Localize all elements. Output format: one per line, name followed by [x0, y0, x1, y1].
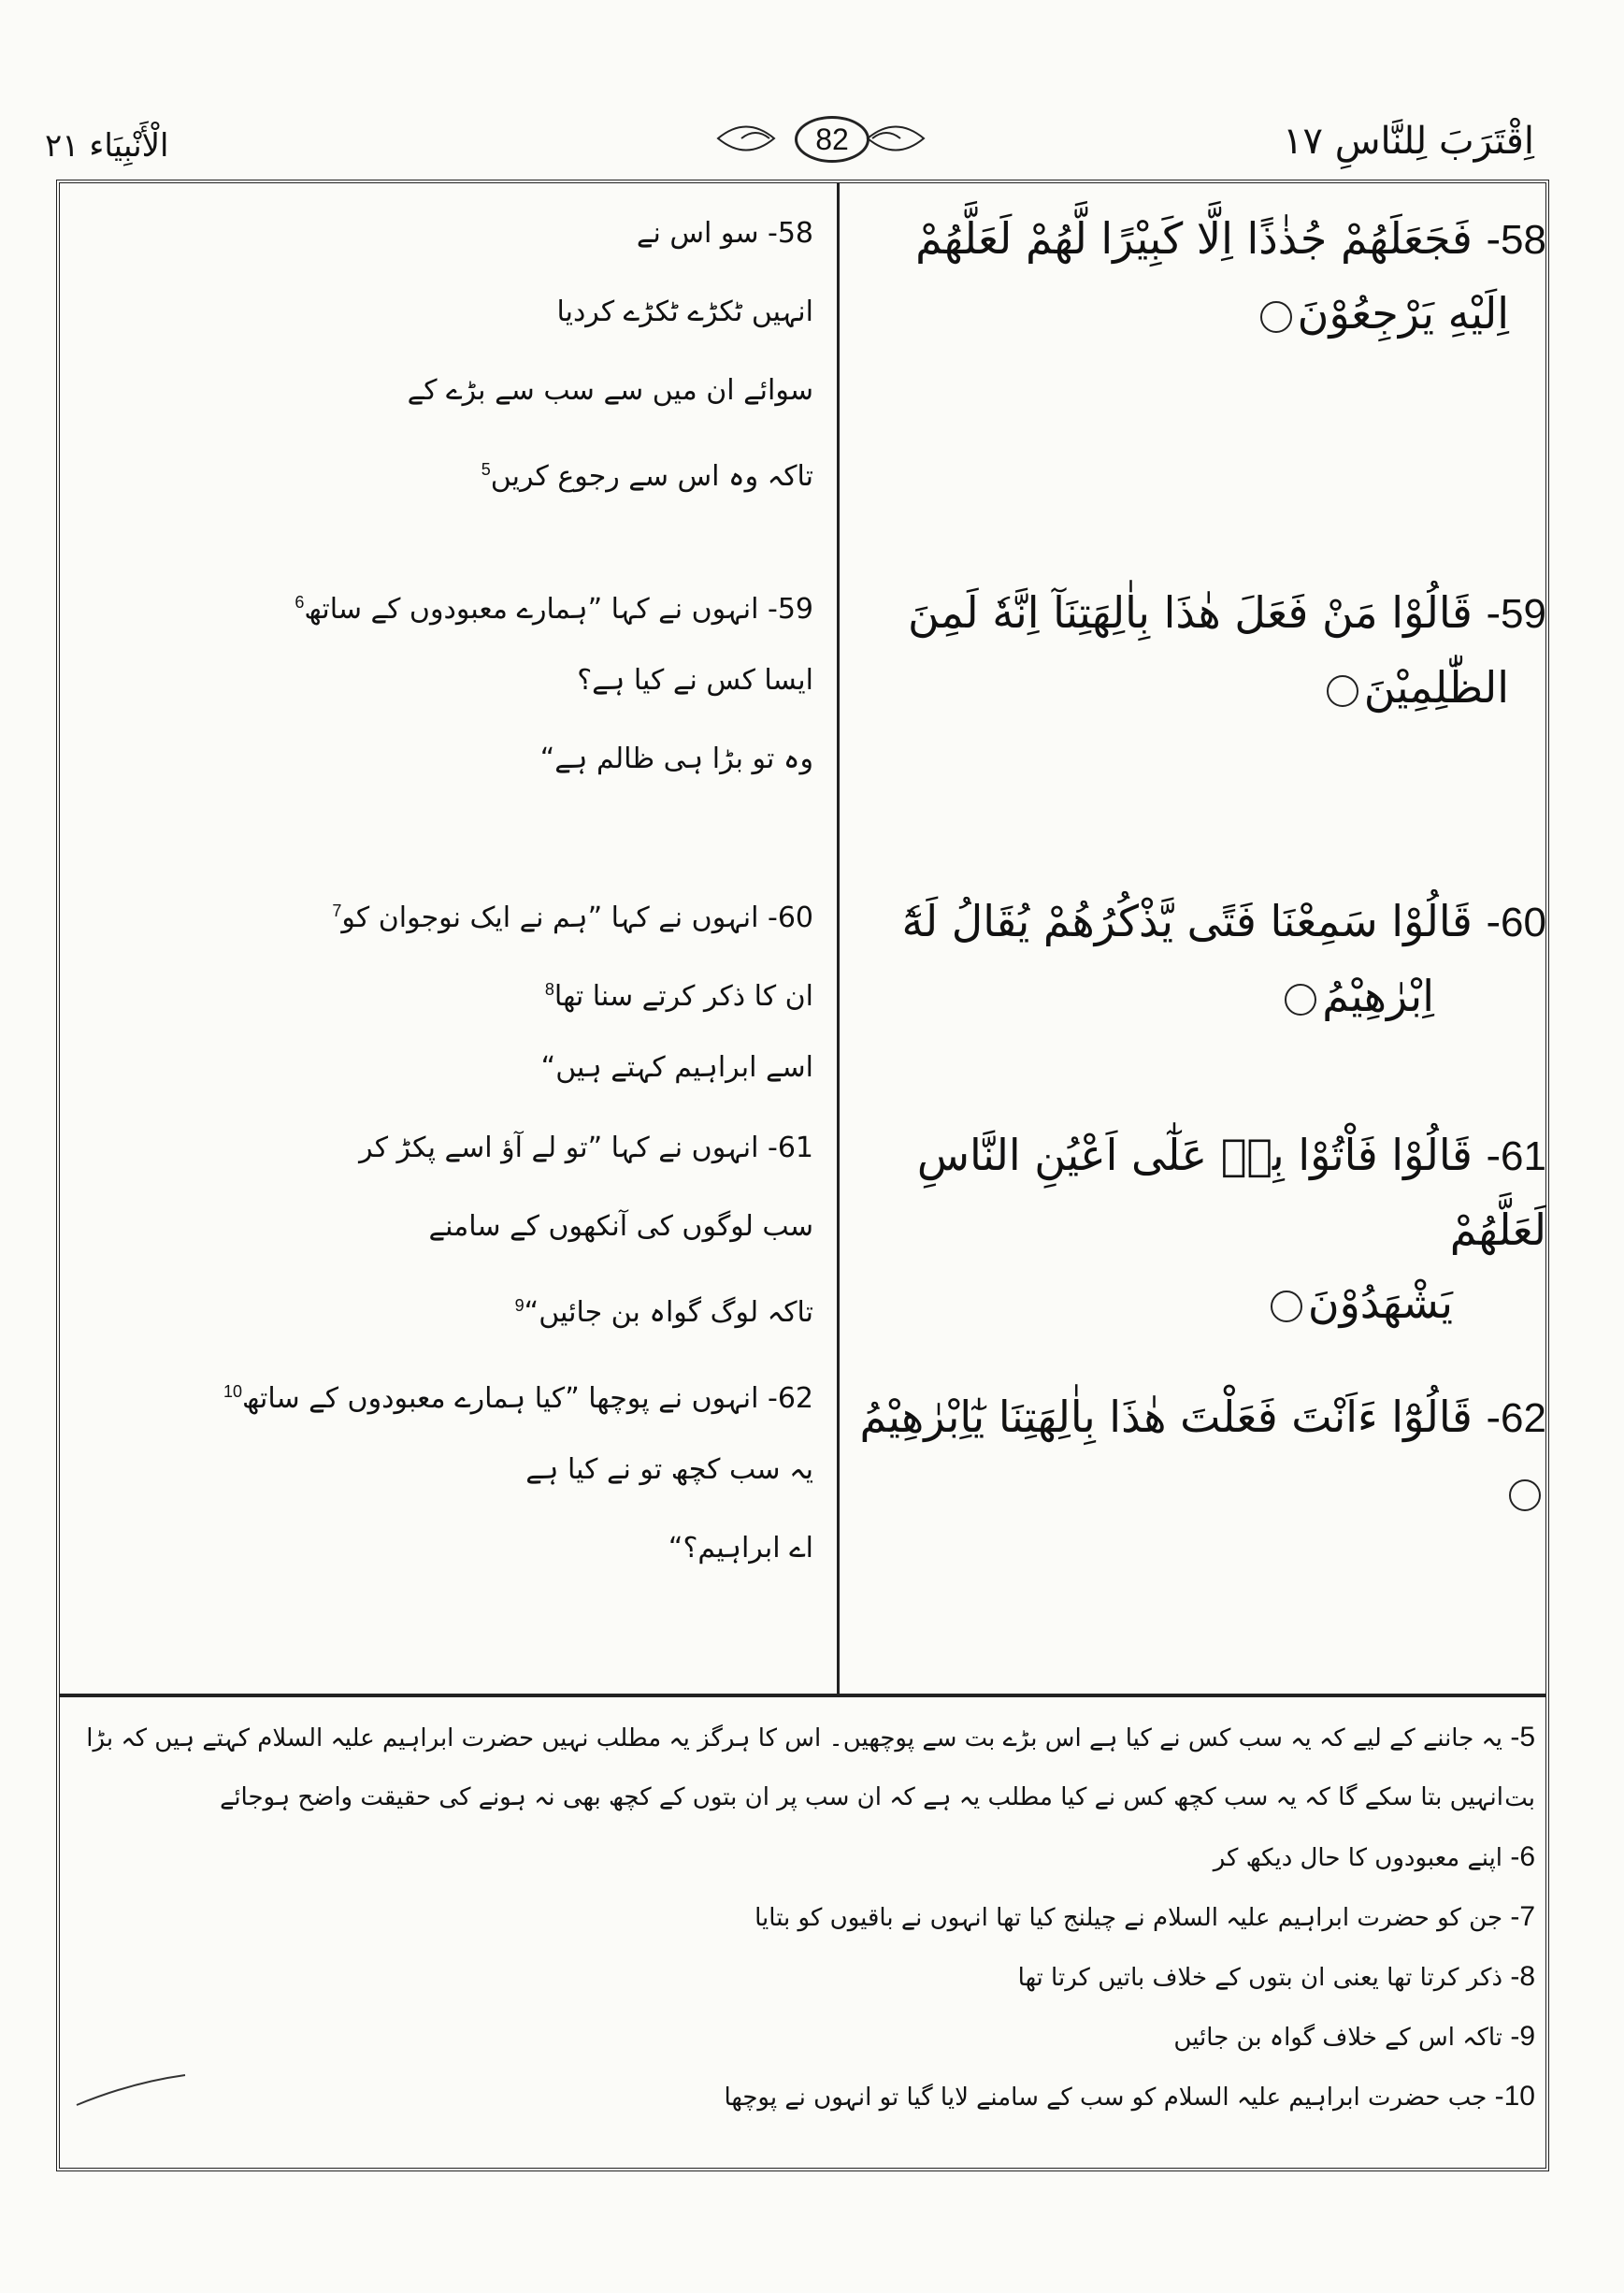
urdu-line: تاکہ لوگ گواہ بن جائیں“$^9$	[514, 1296, 813, 1329]
verse-number: 60	[1501, 900, 1546, 945]
footnote: 5- یہ جاننے کے لیے کہ یہ سب کس نے کیا ہے اس بڑے بت سے پوچھیں۔ اس کا ہرگز یہ مطلب نہیں حضرت ابراہیم علیہ السلام کہتے ہیں کہ بڑا بت	[86, 1722, 1535, 1812]
arabic-line: فَجَعَلَهُمْ جُذٰذًا اِلَّا كَبِيْرًا لَّهُمْ لَعَلَّهُمْ	[915, 213, 1473, 264]
arabic-verse: 58- فَجَعَلَهُمْ جُذٰذًا اِلَّا كَبِيْرًا لَّهُمْ لَعَلَّهُمْ اِلَيْهِ يَرْجِعُوْنَ	[915, 213, 1546, 339]
verse-number: 58	[1501, 217, 1546, 263]
page-number: 82	[795, 116, 869, 163]
urdu-line: انہیں ٹکڑے ٹکڑے کردیا	[556, 296, 813, 328]
arabic-line: قَالُوْا سَمِعْنَا فَتًى يَّذْكُرُهُمْ يُقَالُ لَهٗٓ	[901, 896, 1473, 946]
content-frame	[56, 180, 1549, 2171]
urdu-line: ان کا ذکر کرتے سنا تھا$^8$	[544, 980, 813, 1013]
urdu-line: 58- سو اس نے	[636, 217, 813, 250]
ayah-end-marker-icon	[1509, 1479, 1541, 1511]
page-header	[0, 103, 1624, 178]
verse-number: 61	[1501, 1133, 1546, 1179]
footnote: انہیں بتا سکے گا کہ یہ سب کچھ کس نے کیا مطلب یہ ہے کہ ان سب پر ان بتوں کے کچھ بھی نہ ہونے کی حقیقت واضح ہوجائے	[220, 1783, 1503, 1811]
ayah-end-marker-icon	[1271, 1291, 1302, 1322]
urdu-line: 60- انہوں نے کہا ”ہم نے ایک نوجوان کو$^7$	[332, 901, 813, 934]
urdu-translation	[60, 1109, 826, 1345]
urdu-line: ایسا کس نے کیا ہے؟	[577, 664, 813, 697]
verse-number: 62	[1501, 1395, 1546, 1441]
footnote-ref: 9	[514, 1296, 525, 1315]
arabic-line: قَالُوْا فَاْتُوْا بِهٖ عَلٰٓى اَعْيُنِ النَّاسِ لَعَلَّهُمْ	[916, 1130, 1546, 1255]
footnote: 9- تاکہ اس کے خلاف گواہ بن جائیں	[1173, 2021, 1535, 2052]
footnote-ref: 5	[481, 460, 491, 479]
ayah-end-marker-icon	[1260, 301, 1292, 333]
urdu-line: 62- انہوں نے پوچھا ”کیا ہمارے معبودوں کے ساتھ$^{10}$	[223, 1382, 813, 1415]
urdu-translation	[60, 563, 826, 799]
column-divider	[837, 183, 840, 1694]
urdu-line: سوائے ان میں سے سب سے بڑے کے	[407, 374, 813, 407]
urdu-translation	[60, 872, 826, 1107]
arabic-line: الظّٰلِمِيْنَ	[1363, 662, 1509, 713]
arabic-line: يَشْهَدُوْنَ	[1307, 1277, 1453, 1328]
urdu-translation	[60, 1352, 826, 1588]
footnote-divider	[60, 1694, 1545, 1697]
urdu-line: 59- انہوں نے کہا ”ہمارے معبودوں کے ساتھ$^6$	[295, 593, 813, 626]
arabic-verse: 60- قَالُوْا سَمِعْنَا فَتًى يَّذْكُرُهُمْ يُقَالُ لَهٗٓ اِبْرٰهِيْمُ	[901, 896, 1546, 1021]
arabic-verse: 61- قَالُوْا فَاْتُوْا بِهٖ عَلٰٓى اَعْيُنِ النَّاسِ لَعَلَّهُمْ يَشْهَدُوْنَ	[916, 1130, 1546, 1328]
urdu-line: یہ سب کچھ تو نے کیا ہے	[525, 1453, 813, 1486]
urdu-line: اے ابراہیم؟“	[668, 1532, 813, 1565]
ayah-end-marker-icon	[1285, 984, 1316, 1016]
footnote: 7- جن کو حضرت ابراہیم علیہ السلام نے چیلنج کیا تھا انہوں نے باقیوں کو بتایا	[755, 1901, 1535, 1932]
footnote: 10- جب حضرت ابراہیم علیہ السلام کو سب کے سامنے لایا گیا تو انہوں نے پوچھا	[724, 2081, 1535, 2112]
footnote: 6- اپنے معبودوں کا حال دیکھ کر	[1213, 1841, 1535, 1872]
arabic-line: اِلَيْهِ يَرْجِعُوْنَ	[1297, 288, 1509, 339]
footnote-ref: 7	[332, 901, 342, 920]
urdu-line: اسے ابراہیم کہتے ہیں“	[540, 1051, 813, 1084]
urdu-line: وہ تو بڑا ہی ظالم ہے“	[539, 743, 813, 775]
urdu-line: 61- انہوں نے کہا ”تو لے آؤ اسے پکڑ کر	[359, 1132, 813, 1164]
arabic-line: قَالُوْٓا ءَاَنْتَ فَعَلْتَ هٰذَا بِاٰلِهَتِنَا يٰٓاِبْرٰهِيْمُ	[859, 1392, 1473, 1442]
urdu-translation	[60, 195, 826, 509]
urdu-line: سب لوگوں کی آنکھوں کے سامنے	[428, 1210, 813, 1243]
arabic-verse: 62- قَالُوْٓا ءَاَنْتَ فَعَلْتَ هٰذَا بِاٰلِهَتِنَا يٰٓاِبْرٰهِيْمُ	[845, 1380, 1546, 1528]
surah-name-header: الْأَنْبِيَاء ٢١	[45, 127, 169, 165]
arabic-line: اِبْرٰهِيْمُ	[1322, 971, 1434, 1021]
pen-stroke-mark	[75, 2071, 187, 2109]
footnotes-section	[67, 1708, 1535, 2127]
ayah-end-marker-icon	[1327, 675, 1358, 707]
para-name-header: اِقْتَرَبَ لِلنَّاسِ ١٧	[1283, 120, 1534, 163]
footnote-ref: 10	[223, 1382, 243, 1401]
arabic-verse: 59- قَالُوْا مَنْ فَعَلَ هٰذَا بِاٰلِهَتِنَآ اِنَّهٗ لَمِنَ الظّٰلِمِيْنَ	[908, 587, 1546, 713]
footnote-ref: 6	[295, 593, 305, 612]
footnote: 8- ذکر کرتا تھا یعنی ان بتوں کے خلاف باتیں کرتا تھا	[1017, 1961, 1535, 1992]
arabic-line: قَالُوْا مَنْ فَعَلَ هٰذَا بِاٰلِهَتِنَآ اِنَّهٗ لَمِنَ	[908, 587, 1473, 638]
footnote-ref: 8	[544, 980, 554, 999]
urdu-line: تاکہ وہ اس سے رجوع کریں$^5$	[481, 460, 813, 493]
verse-number: 59	[1501, 591, 1546, 637]
